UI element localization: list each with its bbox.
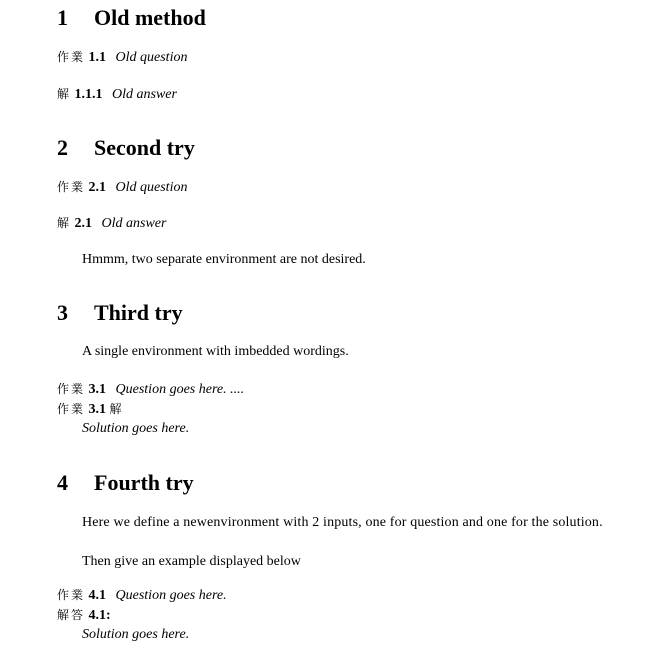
section-2-note: Hmmm, two separate environment are not desired. [82,252,366,267]
homework-label: 作業 [57,50,86,64]
solution-label: 解 [57,87,72,101]
homework-label: 作業 [57,402,86,416]
section-number: 1 [57,5,68,30]
homework-text: Question goes here. [115,588,227,603]
section-title: Third try [94,300,183,325]
solution-number: 2.1 [74,216,93,231]
section-title: Second try [94,135,195,160]
section-3-solution-text: Solution goes here. [82,421,190,436]
homework-label: 作業 [57,588,86,602]
solution-number: 1.1.1 [74,87,103,102]
homework-label: 作業 [57,382,86,396]
section-4-intro-line2: Then give an example displayed below [82,554,301,569]
section-number: 3 [57,300,68,325]
solution-number: 4.1: [88,608,111,623]
homework-number: 4.1 [88,588,107,603]
homework-number: 1.1 [88,50,107,65]
section-2-heading [57,136,195,160]
homework-4-1 [57,586,227,605]
homework-2-1 [57,178,187,197]
solution-header-4-1 [57,606,111,625]
section-4-solution-text: Solution goes here. [82,627,190,642]
solution-header-3-1 [57,400,124,419]
section-4-heading [57,471,194,495]
section-3-intro: A single environment with imbedded wordings. [82,344,349,359]
solution-1-1-1 [57,85,177,104]
homework-1-1 [57,48,187,67]
solution-label: 解 [57,216,72,230]
solution-label: 解答 [57,608,86,622]
solution-text: Old answer [112,87,177,102]
solution-label: 解 [109,402,124,416]
section-4-intro-paragraph: Here we define a newenvironment with 2 inputs, one for question and one for the solution. [82,515,603,530]
homework-text: Question goes here. .... [115,382,245,397]
homework-text: Old question [115,50,188,65]
homework-number: 3.1 [88,382,107,397]
homework-text: Old question [115,180,188,195]
solution-2-1 [57,214,166,233]
section-number: 4 [57,470,68,495]
section-3-heading [57,301,183,325]
homework-number: 3.1 [88,402,107,417]
section-number: 2 [57,135,68,160]
section-1-heading [57,6,206,30]
section-title: Old method [94,5,206,30]
homework-3-1 [57,380,244,399]
section-title: Fourth try [94,470,194,495]
solution-text: Old answer [101,216,167,231]
homework-number: 2.1 [88,180,107,195]
homework-label: 作業 [57,180,86,194]
